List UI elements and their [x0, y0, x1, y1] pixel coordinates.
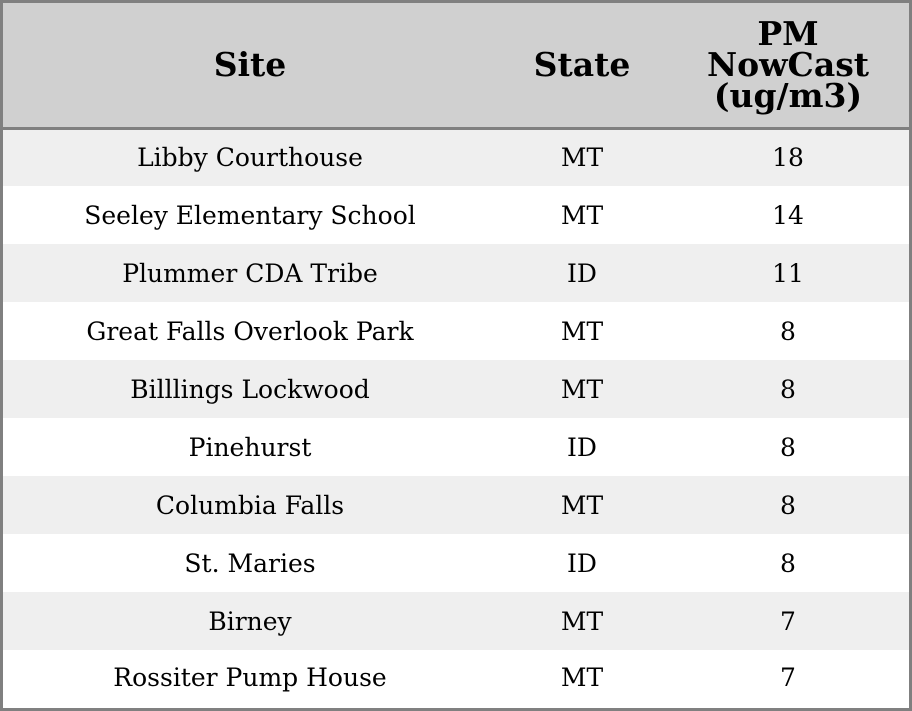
site-cell: Plummer CDA Tribe	[122, 258, 378, 288]
site-cell: Billlings Lockwood	[130, 374, 370, 404]
pm-nowcast-table	[3, 3, 909, 705]
state-cell: ID	[567, 548, 597, 578]
header-row	[3, 3, 909, 128]
site-cell: St. Maries	[184, 548, 316, 578]
site-cell: Columbia Falls	[155, 490, 345, 520]
table-row	[3, 244, 909, 302]
site-cell: Birney	[208, 606, 292, 636]
table-row	[3, 534, 909, 592]
table-row	[3, 360, 909, 418]
column-header-pm-nowcast	[667, 3, 909, 128]
table-body	[3, 128, 909, 705]
table-row	[3, 302, 909, 360]
state-cell: MT	[560, 143, 604, 173]
site-cell: Seeley Elementary School	[84, 200, 416, 230]
pm-nowcast-cell: 8	[780, 316, 796, 346]
state-cell: MT	[560, 316, 604, 346]
pm-nowcast-cell: 8	[780, 490, 796, 520]
table-row	[3, 186, 909, 244]
site-cell: Libby Courthouse	[137, 143, 363, 173]
pm-nowcast-cell: 7	[780, 606, 796, 636]
state-cell: MT	[560, 200, 604, 230]
pm-nowcast-cell: 7	[780, 663, 796, 692]
column-header-pm-line-1: PM	[757, 14, 819, 54]
table-header	[3, 3, 909, 128]
site-cell: Great Falls Overlook Park	[86, 316, 414, 346]
site-cell: Rossiter Pump House	[113, 663, 387, 692]
column-header-state: State	[497, 3, 667, 128]
column-header-pm-line-3: (ug/m3)	[713, 76, 863, 116]
pm-nowcast-cell: 11	[772, 258, 804, 288]
state-cell: ID	[567, 432, 597, 462]
table-row	[3, 476, 909, 534]
table-row	[3, 650, 909, 705]
state-cell: MT	[560, 490, 604, 520]
pm-nowcast-cell: 14	[772, 200, 804, 230]
site-cell: Pinehurst	[188, 432, 312, 462]
state-cell: MT	[560, 663, 604, 692]
table-row	[3, 128, 909, 186]
pm-nowcast-cell: 8	[780, 374, 796, 404]
table-row	[3, 418, 909, 476]
state-cell: MT	[560, 374, 604, 404]
table-row	[3, 592, 909, 650]
column-header-site: Site	[3, 3, 497, 128]
pm-nowcast-cell: 8	[780, 548, 796, 578]
pm-nowcast-cell: 18	[772, 143, 804, 173]
state-cell: ID	[567, 258, 597, 288]
column-header-pm-line-2: NowCast	[706, 45, 870, 85]
state-cell: MT	[560, 606, 604, 636]
pm-nowcast-cell: 8	[780, 432, 796, 462]
